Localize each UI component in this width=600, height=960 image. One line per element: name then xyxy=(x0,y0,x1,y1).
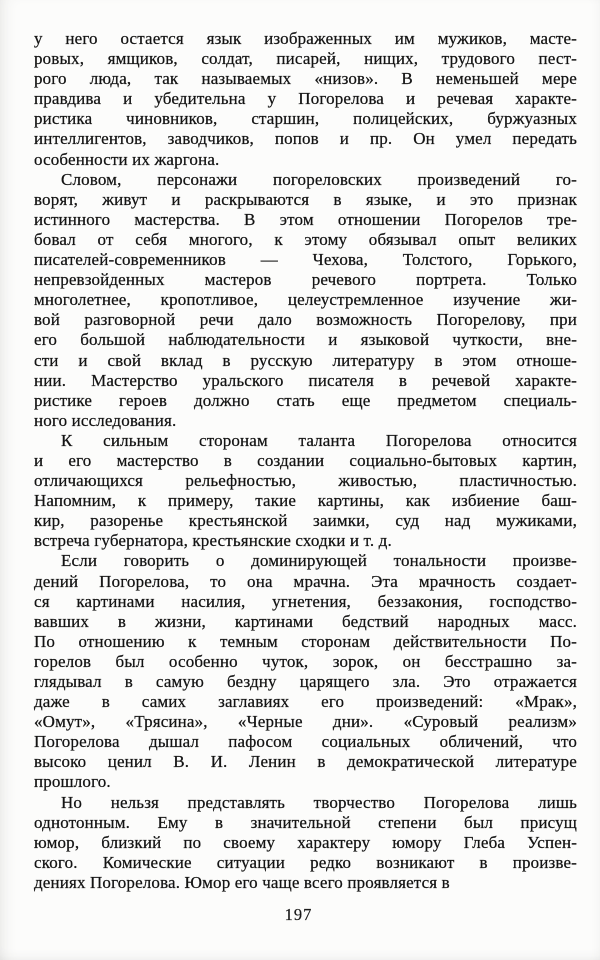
text-line: ворят, живут и раскрываются в языке, и это признак xyxy=(34,189,577,209)
text-line: ровых, ямщиков, солдат, писарей, нищих, трудового пест- xyxy=(34,49,577,69)
text-line: «Омут», «Трясина», «Черные дни». «Суровый реализм» xyxy=(34,712,577,732)
text-line: прошлого. xyxy=(34,772,111,792)
paragraph xyxy=(34,170,577,431)
text-line: ся картинами насилия, угнетения, беззакония, господство- xyxy=(34,591,577,611)
text-line: К сильным сторонам таланта Погорелова относится xyxy=(61,430,577,450)
text-line: ристике героев должно стать еще предметом специаль- xyxy=(34,390,577,410)
text-line: горелов был особенно чуток, зорок, он бесстрашно за- xyxy=(34,651,577,671)
text-line: бовал от себя многого, к этому обязывал опыт великих xyxy=(34,229,577,249)
text-line: рого люда, так называемых «низов». В неменьшей мере xyxy=(34,69,577,89)
paragraph xyxy=(34,29,577,170)
text-line: вавших в жизни, картинами бедствий народных масс. xyxy=(34,611,577,631)
text-line: однотонным. Ему в значительной степени был присущ xyxy=(34,812,577,832)
text-line: вой разговорной речи дало возможность Погорелову, при xyxy=(34,310,577,330)
text-line: у него остается язык изображенных им мужиков, масте- xyxy=(34,29,577,48)
page-number: 197 xyxy=(284,905,313,924)
paragraph xyxy=(34,431,577,552)
text-line: ристика чиновников, старшин, полицейских, буржуазных xyxy=(34,109,577,129)
text-line: встреча губернатора, крестьянские сходки и т. д. xyxy=(34,531,392,551)
text-line: кир, разоренье крестьянской заимки, суд над мужиками, xyxy=(34,511,577,531)
text-line: Но нельзя представлять творчество Погорелова лишь xyxy=(61,792,577,812)
text-line: нии. Мастерство уральского писателя в речевой характе- xyxy=(34,370,577,390)
text-line: истинного мастерства. В этом отношении Погорелов тре- xyxy=(34,209,577,229)
text-line: и его мастерство в создании социально-бытовых картин, xyxy=(34,450,577,470)
text-line: ного исследования. xyxy=(34,410,177,430)
text-line: глядывал в самую бездну царящего зла. Это отражается xyxy=(34,672,577,691)
text-line: Словом, персонажи погореловских произведений го- xyxy=(61,169,577,189)
text-line: Погорелова дышал пафосом социальных обличений, что xyxy=(34,732,577,752)
text-line: писателей-современников — Чехова, Толстого, Горького, xyxy=(34,250,577,270)
text-line: юмор, близкий по своему характеру юмору Глеба Успен- xyxy=(34,832,577,852)
text-line: сти и свой вклад в русскую литературу в этом отноше- xyxy=(34,350,577,370)
text-line: непревзойденных мастеров речевого портрета. Только xyxy=(34,270,577,290)
text-line: дениях Погорелова. Юмор его чаще всего проявляется в xyxy=(34,872,450,892)
text-line: отличающихся рельефностью, живостью, пластичностью. xyxy=(34,471,577,491)
text-line: По отношению к темным сторонам действительности По- xyxy=(34,631,577,651)
text-line: интеллигентов, заводчиков, попов и пр. Он умел передать xyxy=(34,129,577,149)
text-line: дений Погорелова, то она мрачна. Эта мрачность создает- xyxy=(34,571,577,591)
text-line: правдива и убедительна у Погорелова и речевая характе- xyxy=(34,89,577,109)
paragraph xyxy=(34,551,577,792)
text-line: многолетнее, кропотливое, целеустремленное изучение жи- xyxy=(34,290,577,310)
text-line: Напомним, к примеру, такие картины, как избиение баш- xyxy=(34,491,577,511)
text-line: высоко ценил В. И. Ленин в демократической литературе xyxy=(34,752,577,772)
text-line: его большой наблюдательности и языковой чуткости, вне- xyxy=(34,330,577,350)
text-line: Если говорить о доминирующей тональности произве- xyxy=(61,551,577,571)
page-text xyxy=(34,29,577,893)
paragraph xyxy=(34,793,577,893)
text-line: ского. Комические ситуации редко возникают в произве- xyxy=(34,852,577,872)
text-line: даже в самих заглавиях его произведений: «Мрак», xyxy=(34,692,577,712)
text-line: особенности их жаргона. xyxy=(34,149,220,169)
